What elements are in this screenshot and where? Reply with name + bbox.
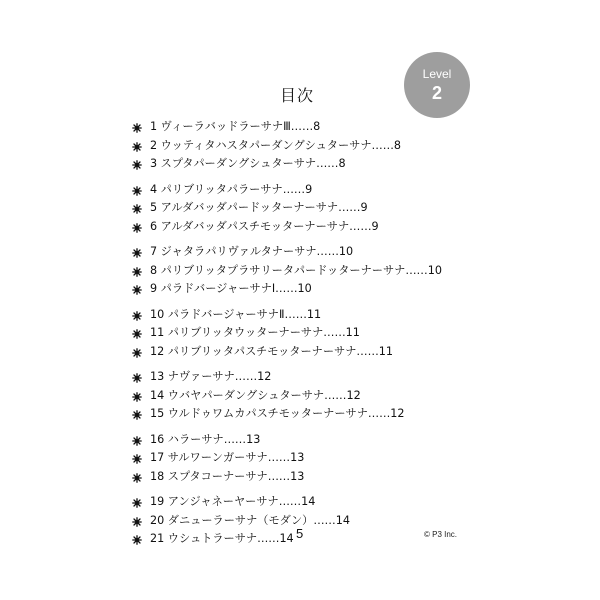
toc-entry [132,405,492,424]
toc-entry [132,218,492,237]
toc-entry [132,155,492,174]
toc-entry-text: 10 パラドバージャーサナⅡ……11 [150,307,322,321]
toc-entry [132,243,492,262]
toc-group [132,181,492,237]
toc-entry-text: 14 ウバヤパーダングシュターサナ……12 [150,388,361,402]
level-label: Level [422,67,452,81]
asterisk-burst-icon [132,471,142,481]
copyright-notice: © P3 Inc. [424,530,458,539]
asterisk-burst-icon [132,533,142,543]
toc-entry-text: 8 パリブリッタプラサリータパードッターナーサナ……10 [150,263,442,277]
asterisk-burst-icon [132,515,142,525]
toc-group [132,243,492,299]
toc-entry [132,512,492,531]
toc-entry-text: 7 ジャタラパリヴァルタナーサナ……10 [150,245,354,258]
toc-entry-text: 15 ウルドゥワムカパスチモッターナーサナ……12 [150,407,405,420]
toc-entry-text: 9 パラドバージャーサナⅠ……10 [150,282,312,295]
asterisk-burst-icon [132,202,142,212]
asterisk-burst-icon [132,346,142,356]
asterisk-burst-icon [132,408,142,418]
toc-entry [132,324,492,343]
page-title: 目次 [280,86,315,105]
toc-group [132,493,492,549]
toc-entry-text: 16 ハラーサナ……13 [150,432,261,446]
toc-entry [132,468,492,487]
toc-entry-text: 19 アンジャネーヤーサナ……14 [150,495,316,508]
table-of-contents [132,118,492,556]
toc-entry-text: 1 ヴィーラバッドラーサナⅢ……8 [150,120,321,133]
toc-entry [132,493,492,512]
toc-entry [132,262,492,281]
asterisk-burst-icon [132,434,142,444]
asterisk-burst-icon [132,390,142,400]
asterisk-burst-icon [132,140,142,150]
toc-entry-text: 6 アルダバッダパスチモッターナーサナ……9 [150,219,379,233]
toc-entry [132,343,492,362]
asterisk-burst-icon [132,265,142,275]
toc-entry-text: 21 ウシュトラーサナ……14 [150,532,294,545]
toc-group [132,431,492,487]
toc-entry [132,306,492,325]
level-number: 2 [431,83,442,103]
toc-entry-text: 12 パリブリッタパスチモッターナーサナ……11 [150,344,394,358]
toc-group [132,368,492,424]
toc-entry-text: 17 サルワーンガーサナ……13 [150,451,305,464]
asterisk-burst-icon [132,496,142,506]
toc-entry [132,387,492,406]
toc-entry-text: 20 ダニューラーサナ（モダン）……14 [150,513,350,527]
toc-entry [132,118,492,137]
toc-entry-text: 13 ナヴァーサナ……12 [150,370,272,383]
toc-entry-text: 18 スプタコーナーサナ……13 [150,469,305,483]
page-number: 5 [296,526,304,541]
toc-entry [132,280,492,299]
asterisk-burst-icon [132,121,142,131]
asterisk-burst-icon [132,246,142,256]
toc-entry [132,368,492,387]
asterisk-burst-icon [132,221,142,231]
asterisk-burst-icon [132,184,142,194]
toc-entry-text: 2 ウッティタハスタパーダングシュターサナ……8 [150,138,402,152]
asterisk-burst-icon [132,309,142,319]
toc-entry [132,181,492,200]
toc-group [132,118,492,174]
toc-entry [132,137,492,156]
asterisk-burst-icon [132,158,142,168]
toc-entry [132,199,492,218]
toc-entry-text: 3 スプタパーダングシュターサナ……8 [150,157,346,170]
toc-group [132,306,492,362]
asterisk-burst-icon [132,283,142,293]
toc-entry-text: 11 パリブリッタウッターナーサナ……11 [150,326,360,339]
asterisk-burst-icon [132,327,142,337]
toc-entry [132,431,492,450]
asterisk-burst-icon [132,452,142,462]
asterisk-burst-icon [132,371,142,381]
toc-entry-text: 5 アルダバッダパードッターナーサナ……9 [150,201,368,214]
level-badge [404,52,470,118]
toc-entry-text: 4 パリブリッタパラーサナ……9 [150,182,313,196]
toc-entry [132,449,492,468]
